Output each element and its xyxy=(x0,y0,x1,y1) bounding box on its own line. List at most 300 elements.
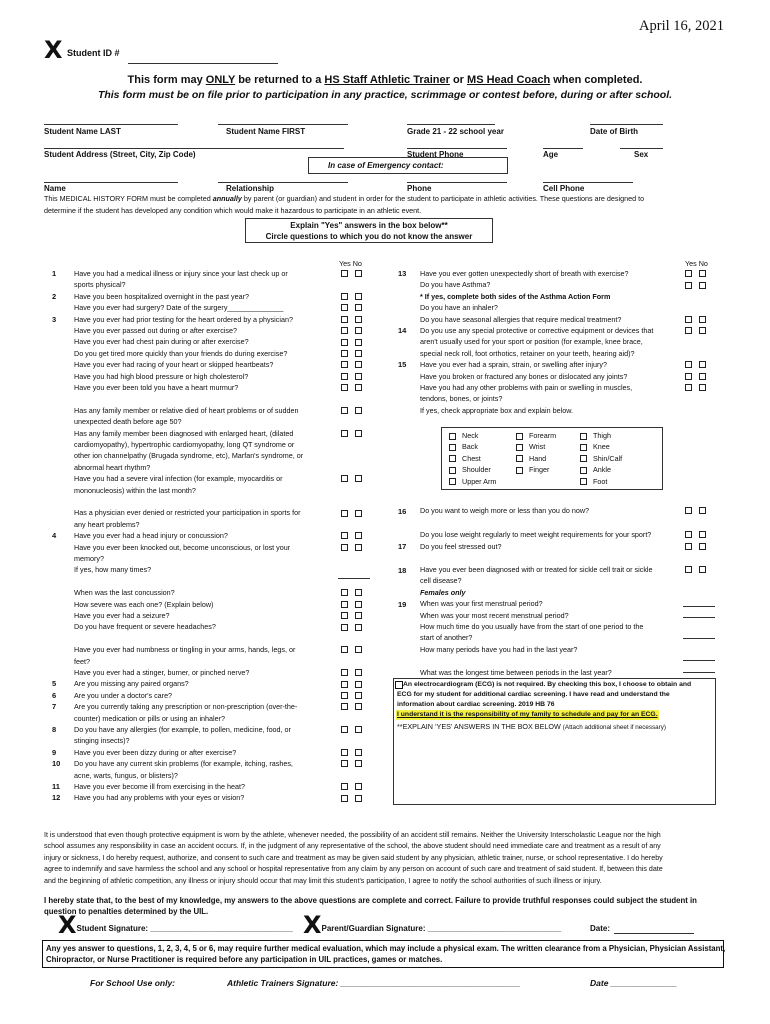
no-checkbox[interactable] xyxy=(699,327,706,334)
question-line xyxy=(74,496,76,507)
yes-no-boxes xyxy=(341,758,369,769)
no-checkbox[interactable] xyxy=(355,407,362,414)
question-text xyxy=(420,302,498,313)
body-part-checkbox[interactable] xyxy=(580,467,587,474)
question-line xyxy=(74,633,76,644)
no-checkbox[interactable] xyxy=(355,624,362,631)
yes-checkbox[interactable] xyxy=(341,726,348,733)
no-checkbox[interactable] xyxy=(355,316,362,323)
signature-date-label: Date: xyxy=(590,924,611,933)
body-part-checkbox[interactable] xyxy=(516,455,523,462)
no-checkbox[interactable] xyxy=(355,293,362,300)
phone-label: Student Phone xyxy=(407,150,464,159)
body-part-option[interactable] xyxy=(449,464,491,475)
yes-checkbox[interactable] xyxy=(341,384,348,391)
no-checkbox[interactable] xyxy=(355,612,362,619)
question-line: Are you currently taking any prescription or non-prescription (over-the- xyxy=(74,702,298,712)
name-first-label: Student Name FIRST xyxy=(226,127,306,136)
question-text xyxy=(420,279,490,290)
no-checkbox[interactable] xyxy=(355,795,362,802)
q19-line-1: When was your first menstrual period? xyxy=(420,599,543,608)
age-line[interactable] xyxy=(543,148,583,149)
body-part-checkbox[interactable] xyxy=(449,433,456,440)
yes-no-boxes xyxy=(341,382,369,393)
q19-line-5: How many periods have you had in the last year? xyxy=(420,645,578,654)
e-cell-label: Cell Phone xyxy=(543,184,585,193)
school-use-label: For School Use only: xyxy=(90,978,176,988)
question-number: 2 xyxy=(52,291,57,301)
body-part-checkbox[interactable] xyxy=(580,478,587,485)
ecg-line-4-highlighted: I understand it is the responsibility of my family to schedule and pay for an ECG. xyxy=(396,710,659,720)
yes-no-boxes xyxy=(341,348,369,359)
question-text xyxy=(74,302,283,313)
name-last-label: Student Name LAST xyxy=(44,127,121,136)
body-part-checkbox[interactable] xyxy=(516,444,523,451)
body-part-checkbox[interactable] xyxy=(449,478,456,485)
question-number: 4 xyxy=(52,531,57,541)
yes-no-boxes xyxy=(341,325,369,336)
body-part-option[interactable] xyxy=(580,441,610,452)
dob-label: Date of Birth xyxy=(590,127,638,136)
body-part-label: Wrist xyxy=(529,442,546,452)
q17-number: 17 xyxy=(398,542,407,551)
question-line: If yes, how many times? xyxy=(74,565,152,575)
certify-line-2: question to penalties determined by the UIL. xyxy=(44,907,209,916)
yes-no-boxes xyxy=(341,507,369,518)
yes-checkbox[interactable] xyxy=(341,795,348,802)
no-checkbox[interactable] xyxy=(699,282,706,289)
q17-text-a: Do you lose weight regularly to meet weight requirements for your sport? xyxy=(420,530,652,539)
question-text xyxy=(74,393,76,404)
question-text xyxy=(74,291,249,302)
no-checkbox[interactable] xyxy=(355,384,362,391)
yes-checkbox[interactable] xyxy=(341,350,348,357)
yes-checkbox[interactable] xyxy=(341,703,348,710)
question-text xyxy=(74,325,237,336)
no-checkbox[interactable] xyxy=(355,304,362,311)
student-signature-label: Student Signature: ________________________________ xyxy=(76,924,293,933)
yes-no-boxes xyxy=(341,302,369,313)
sex-line[interactable] xyxy=(620,148,663,149)
body-part-label: Finger xyxy=(529,465,550,475)
yes-checkbox[interactable] xyxy=(341,646,348,653)
yes-no-boxes xyxy=(341,644,369,655)
q17-boxes xyxy=(685,529,713,552)
no-checkbox[interactable] xyxy=(355,760,362,767)
student-id-label: Student ID # xyxy=(66,48,120,58)
emergency-label: In case of Emergency contact: xyxy=(328,161,444,170)
body-part-checkbox[interactable] xyxy=(516,467,523,474)
question-line: Have you ever had a head injury or concussion? xyxy=(74,531,228,541)
question-line: Have you had any problems with your eyes or vision? xyxy=(74,793,245,803)
question-line: special neck roll, foot orthotics, retainer on your teeth, hearing aid)? xyxy=(420,348,635,358)
females-only-label: Females only xyxy=(420,588,466,597)
question-text xyxy=(74,576,76,587)
yes-checkbox[interactable] xyxy=(685,361,692,368)
no-checkbox[interactable] xyxy=(355,646,362,653)
name-last-line[interactable] xyxy=(44,124,178,125)
ecg-line-2: ECG for my student for additional cardiac screening. I have read and understand the xyxy=(397,691,670,698)
e-relationship-label: Relationship xyxy=(226,184,275,193)
question-text xyxy=(74,268,288,291)
no-checkbox[interactable] xyxy=(355,726,362,733)
q18-boxes xyxy=(685,564,713,575)
question-text xyxy=(74,633,76,644)
yes-checkbox[interactable] xyxy=(341,692,348,699)
question-text xyxy=(420,371,627,382)
question-line: Do you get tired more quickly than your friends do during exercise? xyxy=(74,348,288,358)
question-line: counter) medication or pills or using an inhaler? xyxy=(74,713,226,723)
yes-checkbox[interactable] xyxy=(341,760,348,767)
yes-no-boxes xyxy=(341,621,369,632)
yes-no-boxes xyxy=(341,678,369,689)
body-part-label: Upper Arm xyxy=(462,476,497,486)
no-checkbox[interactable] xyxy=(355,589,362,596)
yes-no-boxes xyxy=(685,268,713,279)
yes-no-boxes xyxy=(341,291,369,302)
no-checkbox[interactable] xyxy=(355,544,362,551)
body-part-checkbox[interactable] xyxy=(580,444,587,451)
yes-checkbox[interactable] xyxy=(685,327,692,334)
body-part-checkbox[interactable] xyxy=(449,467,456,474)
q19-number: 19 xyxy=(398,600,407,609)
parent-signature-row[interactable] xyxy=(303,911,561,939)
question-number: 1 xyxy=(52,269,57,278)
no-checkbox[interactable] xyxy=(355,270,362,277)
no-checkbox[interactable] xyxy=(699,270,706,277)
first-period-line[interactable] xyxy=(683,606,715,607)
question-line: sports physical? xyxy=(74,280,126,290)
yes-checkbox[interactable] xyxy=(685,282,692,289)
question-number: 5 xyxy=(52,679,57,689)
body-part-option[interactable] xyxy=(516,464,549,475)
yes-checkbox[interactable] xyxy=(341,270,348,277)
signature-date-line[interactable] xyxy=(614,933,694,934)
parent-signature-label: Parent/Guardian Signature: ______________________________ xyxy=(321,924,562,933)
no-checkbox[interactable] xyxy=(699,316,706,323)
q16-boxes xyxy=(685,505,713,516)
question-line: When was the last concussion? xyxy=(74,588,175,598)
body-part-label: Foot xyxy=(593,476,608,486)
body-part-option[interactable] xyxy=(580,453,622,464)
no-checkbox[interactable] xyxy=(355,350,362,357)
question-text xyxy=(74,781,245,792)
question-line: mononucleosis) within the last month? xyxy=(74,485,196,495)
explain-box-label: **EXPLAIN ‘YES’ ANSWERS IN THE BOX BELOW (Attach additional sheet if necessary) xyxy=(397,722,667,731)
e-phone-line[interactable] xyxy=(407,182,507,183)
body-part-option[interactable] xyxy=(580,464,611,475)
question-line: cardiomyopathy), hypertrophic cardiomyopathy, long QT syndrome or xyxy=(74,440,295,449)
body-part-option[interactable] xyxy=(516,430,556,441)
question-line: Have you ever had numbness or tingling in your arms, hands, legs, or xyxy=(74,645,296,655)
yes-no-boxes xyxy=(341,701,369,712)
question-text xyxy=(420,291,610,302)
yes-checkbox[interactable] xyxy=(341,339,348,346)
e-name-line[interactable] xyxy=(44,182,178,183)
question-line xyxy=(74,393,76,404)
yes-checkbox[interactable] xyxy=(341,589,348,596)
e-name-label: Name xyxy=(44,184,66,193)
no-checkbox[interactable] xyxy=(355,601,362,608)
no-checkbox[interactable] xyxy=(355,681,362,688)
yes-no-boxes xyxy=(341,667,369,678)
q18-line-2: cell disease? xyxy=(420,576,462,585)
clearance-line-2: Chiropractor, or Nurse Practitioner is required before any participation in UIL practices, games or matches. xyxy=(46,955,443,964)
yes-no-boxes xyxy=(341,747,369,758)
body-part-label: Neck xyxy=(462,431,479,440)
yes-checkbox[interactable] xyxy=(341,373,348,380)
yes-checkbox[interactable] xyxy=(685,316,692,323)
question-text xyxy=(74,610,170,621)
waiver-line: It is understood that even though protective equipment is worn by the athlete, whenever needed, the possibility of an accident still remains. Neither the University Interscholastic League nor the high xyxy=(44,831,661,839)
yes-checkbox[interactable] xyxy=(341,510,348,517)
yes-checkbox[interactable] xyxy=(341,624,348,631)
body-part-option[interactable] xyxy=(516,453,546,464)
body-part-checkbox[interactable] xyxy=(449,455,456,462)
body-part-checkbox[interactable] xyxy=(580,455,587,462)
address-label: Student Address (Street, City, Zip Code) xyxy=(44,150,196,159)
waiver-line: and the beginning of athletic competition, any illness or injury should occur that may limit this student's participation, I agree to notify the school authorities of such illness or injury. xyxy=(44,876,602,885)
question-number: 6 xyxy=(52,690,57,700)
no-checkbox[interactable] xyxy=(355,783,362,790)
no-checkbox[interactable] xyxy=(699,373,706,380)
yes-no-boxes xyxy=(685,325,713,336)
sex-label: Sex xyxy=(634,150,649,159)
yes-no-boxes xyxy=(341,690,369,701)
longest-interval-line[interactable] xyxy=(683,672,715,673)
question-line: Have you had a medical illness or injury since your last check up or xyxy=(74,269,288,278)
question-text xyxy=(420,405,573,416)
no-checkbox[interactable] xyxy=(355,510,362,517)
no-checkbox[interactable] xyxy=(355,532,362,539)
grade-label: Grade 21 - 22 school year xyxy=(407,127,504,136)
question-text xyxy=(74,359,273,370)
question-line: Have you ever been dizzy during or after exercise? xyxy=(74,747,237,757)
no-checkbox[interactable] xyxy=(355,703,362,710)
question-number: 3 xyxy=(52,314,57,324)
body-part-label: Thigh xyxy=(593,431,611,440)
no-checkbox[interactable] xyxy=(355,327,362,334)
no-checkbox[interactable] xyxy=(355,373,362,380)
yes-checkbox[interactable] xyxy=(341,316,348,323)
question-line xyxy=(74,576,76,587)
on-file-notice: This form must be on file prior to participation in any practice, scrimmage or contest before, during or after school. xyxy=(97,89,673,101)
yes-no-boxes xyxy=(685,382,713,393)
question-line: tendons, bones, or joints? xyxy=(420,394,503,404)
yes-no-boxes xyxy=(341,314,369,325)
q16-number: 16 xyxy=(398,507,407,516)
no-checkbox[interactable] xyxy=(699,531,706,538)
question-line: Have you ever gotten unexpectedly short of breath with exercise? xyxy=(420,269,629,278)
no-checkbox[interactable] xyxy=(355,430,362,437)
yes-checkbox[interactable] xyxy=(685,270,692,277)
student-id-input[interactable] xyxy=(128,55,278,64)
yes-no-boxes xyxy=(341,530,369,541)
question-text xyxy=(74,747,236,758)
form-date: April 16, 2021 xyxy=(639,18,724,34)
ecg-line-3: information about cardiac screening. 2019 HB 76 xyxy=(397,701,555,708)
yes-checkbox[interactable] xyxy=(341,361,348,368)
body-part-option[interactable] xyxy=(449,476,496,487)
yes-no-boxes xyxy=(341,473,369,484)
x-mark: X xyxy=(58,911,77,939)
question-line: Have you had high blood pressure or high cholesterol? xyxy=(74,371,249,381)
yes-no-boxes xyxy=(341,610,369,621)
no-checkbox[interactable] xyxy=(699,507,706,514)
waiver-paragraph xyxy=(44,830,663,887)
period-interval-line[interactable] xyxy=(683,638,715,639)
question-number: 15 xyxy=(398,360,407,370)
concussion-count-line[interactable] xyxy=(338,578,370,579)
body-part-option[interactable] xyxy=(580,430,611,441)
yes-checkbox[interactable] xyxy=(341,430,348,437)
question-text xyxy=(74,405,299,428)
body-part-option[interactable] xyxy=(516,441,545,452)
question-line: How severe was each one? (Explain below) xyxy=(74,599,214,609)
q19-line-3: How much time do you usually have from the start of one period to the xyxy=(420,622,644,631)
name-first-line[interactable] xyxy=(218,124,348,125)
yes-checkbox[interactable] xyxy=(685,531,692,538)
question-line: Have you broken or fractured any bones or dislocated any joints? xyxy=(420,371,628,381)
question-text xyxy=(74,792,244,803)
yes-checkbox[interactable] xyxy=(341,749,348,756)
yes-checkbox[interactable] xyxy=(341,327,348,334)
question-line: Have you ever had racing of your heart or skipped heartbeats? xyxy=(74,360,274,370)
q18-number: 18 xyxy=(398,566,407,575)
question-text xyxy=(74,621,216,632)
q18-line-1: Have you ever been diagnosed with or treated for sickle cell trait or sickle xyxy=(420,565,653,574)
no-checkbox[interactable] xyxy=(355,339,362,346)
q17-text-b: Do you feel stressed out? xyxy=(420,542,502,551)
trainer-date-label[interactable]: Date ______________ xyxy=(590,978,677,988)
no-checkbox[interactable] xyxy=(699,566,706,573)
yes-checkbox[interactable] xyxy=(341,532,348,539)
body-part-option[interactable] xyxy=(449,441,478,452)
waiver-line: injury or sickness, I do hereby request, authorize, and consent to such care and treatment as may be given said student by any physician, athletic trainer, nurse, or school representative. I do hereby xyxy=(44,853,663,862)
ecg-checkbox[interactable] xyxy=(395,681,403,689)
yes-no-boxes xyxy=(341,724,369,735)
body-part-checkbox[interactable] xyxy=(516,433,523,440)
question-number: 8 xyxy=(52,725,57,734)
body-part-option[interactable] xyxy=(449,453,481,464)
question-line: acne, warts, fungus, or blisters)? xyxy=(74,770,178,780)
no-checkbox[interactable] xyxy=(355,361,362,368)
question-text xyxy=(74,644,295,667)
yes-checkbox[interactable] xyxy=(341,407,348,414)
e-relationship-line[interactable] xyxy=(218,182,348,183)
question-line: Do you have an inhaler? xyxy=(420,303,498,313)
yes-no-boxes xyxy=(341,781,369,792)
body-part-label: Shin/Calf xyxy=(593,453,623,463)
question-text xyxy=(74,336,249,347)
question-text xyxy=(420,325,653,359)
x-mark: X xyxy=(44,36,63,64)
question-text xyxy=(74,348,287,359)
yes-checkbox[interactable] xyxy=(341,601,348,608)
trainer-signature-label[interactable]: Athletic Trainers Signature: ______________________________________ xyxy=(227,978,521,988)
yes-checkbox[interactable] xyxy=(685,543,692,550)
yes-no-boxes xyxy=(341,428,369,439)
body-part-option[interactable] xyxy=(449,430,478,441)
no-checkbox[interactable] xyxy=(699,361,706,368)
address-line[interactable] xyxy=(44,148,344,149)
yes-no-boxes xyxy=(685,279,713,290)
question-text xyxy=(420,314,621,325)
student-signature-row[interactable] xyxy=(58,911,293,939)
question-line: Have you ever had a sprain, strain, or swelling after injury? xyxy=(420,360,607,370)
no-checkbox[interactable] xyxy=(355,475,362,482)
dob-line[interactable] xyxy=(590,124,663,125)
yes-checkbox[interactable] xyxy=(341,304,348,311)
q16-text: Do you want to weigh more or less than you do now? xyxy=(420,506,590,515)
return-notice: This form may ONLY be returned to a HS Staff Athletic Trainer or MS Head Coach when completed. xyxy=(127,74,643,86)
age-label: Age xyxy=(543,150,559,159)
yes-no-header-right: Yes No xyxy=(685,259,708,268)
yes-checkbox[interactable] xyxy=(341,669,348,676)
phone-line[interactable] xyxy=(407,148,507,149)
explain-yes-label: Explain "Yes" answers in the box below** xyxy=(290,221,448,230)
body-part-option[interactable] xyxy=(580,476,607,487)
yes-checkbox[interactable] xyxy=(685,384,692,391)
question-line: Have you ever had surgery? Date of the surgery______________ xyxy=(74,303,284,313)
question-line: Have you ever had chest pain during or after exercise? xyxy=(74,337,249,347)
yes-checkbox[interactable] xyxy=(341,475,348,482)
yes-checkbox[interactable] xyxy=(341,293,348,300)
question-line: Have you ever been knocked out, become unconscious, or lost your xyxy=(74,542,291,552)
yes-checkbox[interactable] xyxy=(685,507,692,514)
body-part-label: Hand xyxy=(529,453,547,463)
no-checkbox[interactable] xyxy=(699,384,706,391)
body-part-checkbox[interactable] xyxy=(449,444,456,451)
question-line: unexpected death before age 50? xyxy=(74,417,182,427)
question-number: 13 xyxy=(398,269,407,278)
e-cell-line[interactable] xyxy=(543,182,633,183)
yes-no-boxes xyxy=(685,314,713,325)
yes-checkbox[interactable] xyxy=(685,373,692,380)
question-text xyxy=(74,667,249,678)
grade-line[interactable] xyxy=(407,124,495,125)
question-number: 10 xyxy=(52,759,61,769)
recent-period-line[interactable] xyxy=(683,617,715,618)
waiver-line: agree to indemnify and save harmless the school and any school or hospital representative from any claim by any person on account of such care and treatment of said student. If, between this date xyxy=(44,865,663,874)
intro-line-1: This MEDICAL HISTORY FORM must be completed annually by parent (or guardian) and student in order for the student to participate in athletic activities. These questions are designed to xyxy=(44,194,645,203)
yes-checkbox[interactable] xyxy=(341,544,348,551)
q19-line-7: What was the longest time between periods in the last year? xyxy=(420,668,612,677)
no-checkbox[interactable] xyxy=(355,749,362,756)
yes-no-boxes xyxy=(685,371,713,382)
no-checkbox[interactable] xyxy=(355,669,362,676)
question-line: Do you have seasonal allergies that require medical treatment? xyxy=(420,314,622,324)
question-text xyxy=(420,382,632,405)
yes-checkbox[interactable] xyxy=(685,566,692,573)
question-line: Have you ever become ill from exercising in the heat? xyxy=(74,782,245,791)
periods-count-line[interactable] xyxy=(683,660,715,661)
intro-line-2: determine if the student has developed any condition which would make it hazardous to participate in an athletic event. xyxy=(44,206,422,215)
question-text xyxy=(74,542,290,565)
yes-checkbox[interactable] xyxy=(341,783,348,790)
yes-checkbox[interactable] xyxy=(341,612,348,619)
question-line: Do you have any allergies (for example, to pollen, medicine, food, or xyxy=(74,725,291,734)
body-part-checkbox[interactable] xyxy=(580,433,587,440)
question-text xyxy=(74,496,76,507)
student-id-row xyxy=(44,36,278,64)
body-part-label: Back xyxy=(462,442,478,452)
question-text xyxy=(74,371,248,382)
yes-checkbox[interactable] xyxy=(341,681,348,688)
no-checkbox[interactable] xyxy=(355,692,362,699)
clearance-line-1: Any yes answer to questions, 1, 2, 3, 4, 5 or 6, may require further medical evaluation, which may include a physical exam. The written clearance from a Physician, Physician Assistant, xyxy=(46,944,726,953)
no-checkbox[interactable] xyxy=(699,543,706,550)
